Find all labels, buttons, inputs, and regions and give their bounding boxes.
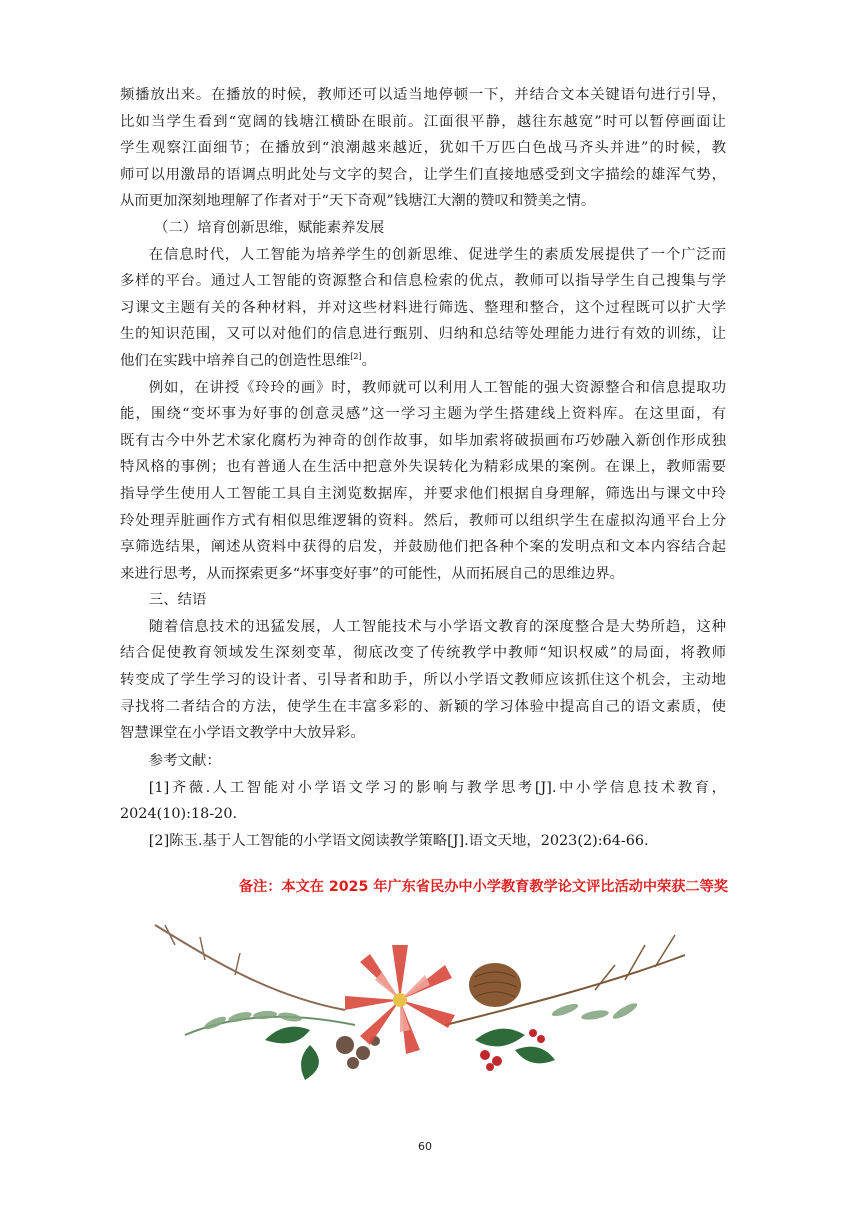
text-line: 随着信息技术的迅猛发展，人工智能技术与小学语文教育的深度整合是大势所趋，这种 bbox=[148, 618, 726, 635]
text-line: 师可以用激昂的语调点明此处与文字的契合，让学生们直接地感受到文字描绘的雄浑气势， bbox=[120, 166, 726, 183]
references-title: 参考文献： bbox=[148, 753, 221, 769]
text-line: 频播放出来。在播放的时候，教师还可以适当地停顿一下，并结合文本关键语句进行引导， bbox=[120, 87, 726, 103]
reference-item-1: [1]齐薇.人工智能对小学语文学习的影响与教学思考[J].中小学信息技术教育， bbox=[148, 779, 726, 796]
text-line: 从而更加深刻地理解了作者对于“天下奇观”钱塘江大潮的赞叹和赞美之情。 bbox=[120, 193, 596, 210]
text-line: 生的知识范围，又可以对他们的信息进行甄别、归纳和总结等处理能力进行有效的训练，让 bbox=[120, 326, 726, 343]
text-line: 在信息时代，人工智能为培养学生的创新思维、促进学生的素质发展提供了一个广泛而 bbox=[148, 246, 726, 263]
reference-item-2: [2]陈玉.基于人工智能的小学语文阅读教学策略[J].语文天地，2023(2):64-66. bbox=[148, 832, 649, 849]
text-line: 指导学生使用人工智能工具自主浏览数据库，并要求他们根据自身理解，筛选出与课文中玲 bbox=[120, 485, 726, 502]
text-line: 来进行思考，从而探索更多“坏事变好事”的可能性，从而拓展自己的思维边界。 bbox=[120, 565, 624, 582]
text-line: 既有古今中外艺术家化腐朽为神奇的创作故事，如毕加索将破损画布巧妙融入新创作形成独 bbox=[120, 432, 726, 449]
floral-decoration-icon bbox=[145, 915, 710, 1095]
text-line: 多样的平台。通过人工智能的资源整合和信息检索的优点，教师可以指导学生自己搜集与学 bbox=[120, 273, 726, 290]
references-section bbox=[120, 748, 726, 854]
section-heading-3: 三、结语 bbox=[148, 592, 207, 609]
text-line: 转变成了学生学习的设计者、引导者和助手，所以小学语文教师应该抓住这个机会，主动地 bbox=[120, 672, 726, 689]
citation-marker: [2] bbox=[350, 352, 362, 362]
text-fragment: 。 bbox=[361, 352, 377, 369]
body-text-section-1 bbox=[120, 82, 726, 747]
award-note: 备注：本文在 2025 年广东省民办中小学教育教学论文评比活动中荣获二等奖 bbox=[238, 879, 728, 895]
text-line: 智慧课堂在小学语文教学中大放异彩。 bbox=[120, 725, 365, 742]
text-fragment: 他们在实践中培养自己的创造性思维 bbox=[120, 352, 351, 369]
text-line: 比如当学生看到“宽阔的钱塘江横卧在眼前。江面很平静，越往东越宽”时可以暂停画面让 bbox=[120, 113, 726, 130]
section-heading-2: （二）培育创新思维，赋能素养发展 bbox=[154, 219, 385, 236]
text-line bbox=[120, 348, 726, 375]
text-line: 特风格的事例；也有普通人在生活中把意外失误转化为精彩成果的案例。在课上，教师需要 bbox=[120, 459, 726, 476]
text-line: 玲处理弄脏画作方式有相似思维逻辑的资料。然后，教师可以组织学生在虚拟沟通平台上分 bbox=[120, 512, 726, 529]
text-line: 习课文主题有关的各种材料，并对这些材料进行筛选、整理和整合，这个过程既可以扩大学 bbox=[120, 299, 726, 316]
page-number: 60 bbox=[418, 1140, 432, 1153]
text-line: 寻找将二者结合的方法，使学生在丰富多彩的、新颖的学习体验中提高自己的语文素质，使 bbox=[120, 698, 726, 715]
text-line: 例如，在讲授《玲玲的画》时，教师就可以利用人工智能的强大资源整合和信息提取功 bbox=[148, 379, 726, 396]
text-line: 享筛选结果，阐述从资料中获得的启发，并鼓励他们把各种个案的发明点和文本内容结合起 bbox=[120, 539, 726, 556]
reference-item-1-cont: 2024(10):18-20. bbox=[120, 806, 238, 823]
text-line: 能，围绕“变坏事为好事的创意灵感”这一学习主题为学生搭建线上资料库。在这里面，有 bbox=[120, 406, 726, 423]
text-line: 结合促使教育领域发生深刻变革，彻底改变了传统教学中教师“知识权威”的局面，将教师 bbox=[120, 645, 726, 662]
text-line: 学生观察江面细节；在播放到“浪潮越来越近，犹如千万匹白色战马齐头并进”的时候，教 bbox=[120, 140, 726, 157]
